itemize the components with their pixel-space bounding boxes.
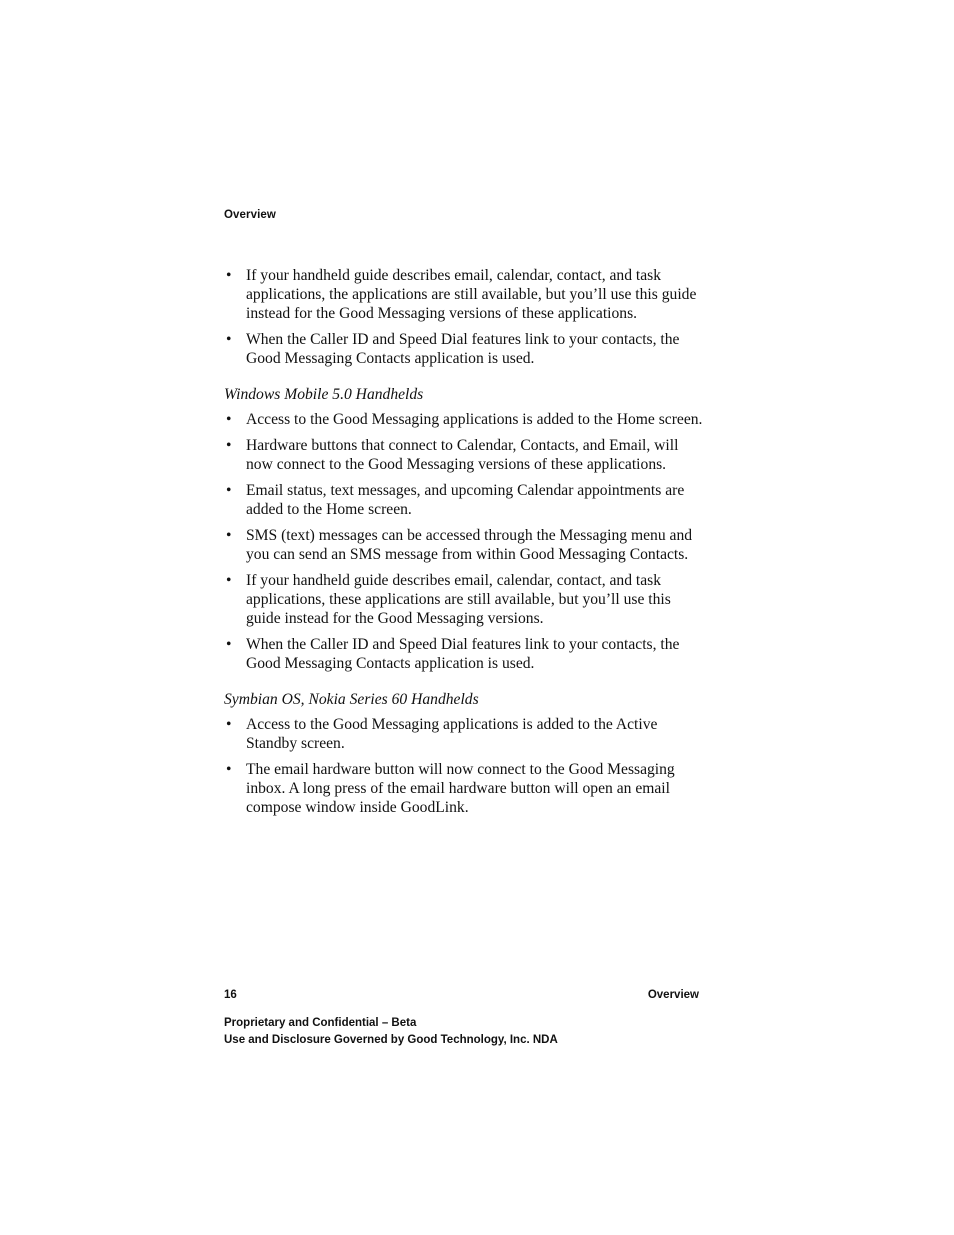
section-heading-windows-mobile: Windows Mobile 5.0 Handhelds — [224, 386, 424, 403]
bullet-list — [224, 715, 704, 817]
bullet-icon: • — [226, 716, 232, 733]
list-item-text: Hardware buttons that connect to Calendar, Contacts, and Email, will now connect to the Good Messaging versions of these applications. — [246, 437, 679, 473]
list-item-text: When the Caller ID and Speed Dial features link to your contacts, the Good Messaging Contacts application is used. — [246, 636, 680, 672]
list-item-text: SMS (text) messages can be accessed through the Messaging menu and you can send an SMS message from within Good Messaging Contacts. — [246, 527, 693, 563]
bullet-list — [224, 410, 704, 673]
footer-section-name: Overview — [647, 989, 699, 1001]
bullet-icon: • — [226, 267, 232, 284]
list-item — [224, 526, 704, 564]
list-item-text: The email hardware button will now connect to the Good Messaging inbox. A long press of the email hardware button will open an email compose window inside GoodLink. — [246, 761, 675, 816]
bullet-icon: • — [226, 572, 232, 589]
page-number: 16 — [224, 989, 237, 1001]
list-item — [224, 436, 704, 474]
list-item — [224, 330, 704, 368]
bullet-icon: • — [226, 636, 232, 653]
list-item — [224, 635, 704, 673]
page-footer — [224, 989, 699, 1001]
list-item-text: When the Caller ID and Speed Dial features link to your contacts, the Good Messaging Contacts application is used. — [246, 331, 680, 367]
bullet-icon: • — [226, 331, 232, 348]
list-item-text: If your handheld guide describes email, calendar, contact, and task applications, the applications are still available, but you’ll use this guide instead for the Good Messaging versions of these applications. — [246, 267, 697, 322]
running-head: Overview — [224, 209, 276, 221]
list-item — [224, 410, 704, 429]
section-heading-symbian: Symbian OS, Nokia Series 60 Handhelds — [224, 691, 479, 708]
list-item-text: Access to the Good Messaging applications is added to the Home screen. — [246, 411, 703, 428]
list-item — [224, 760, 704, 817]
page-body — [224, 266, 704, 824]
list-item-text: If your handheld guide describes email, calendar, contact, and task applications, these applications are still available, but you’ll use this guide instead for the Good Messaging versions. — [246, 572, 671, 627]
bullet-list — [224, 266, 704, 368]
bullet-icon: • — [226, 527, 232, 544]
bullet-icon: • — [226, 411, 232, 428]
bullet-icon: • — [226, 482, 232, 499]
confidentiality-notice — [224, 1015, 558, 1048]
bullet-icon: • — [226, 761, 232, 778]
list-item — [224, 266, 704, 323]
list-item-text: Access to the Good Messaging applications is added to the Active Standby screen. — [246, 716, 658, 752]
bullet-icon: • — [226, 437, 232, 454]
list-item — [224, 715, 704, 753]
list-item — [224, 481, 704, 519]
list-item-text: Email status, text messages, and upcoming Calendar appointments are added to the Home screen. — [246, 482, 685, 518]
notice-line: Proprietary and Confidential – Beta — [224, 1017, 417, 1029]
list-item — [224, 571, 704, 628]
notice-line: Use and Disclosure Governed by Good Technology, Inc. NDA — [224, 1033, 558, 1046]
